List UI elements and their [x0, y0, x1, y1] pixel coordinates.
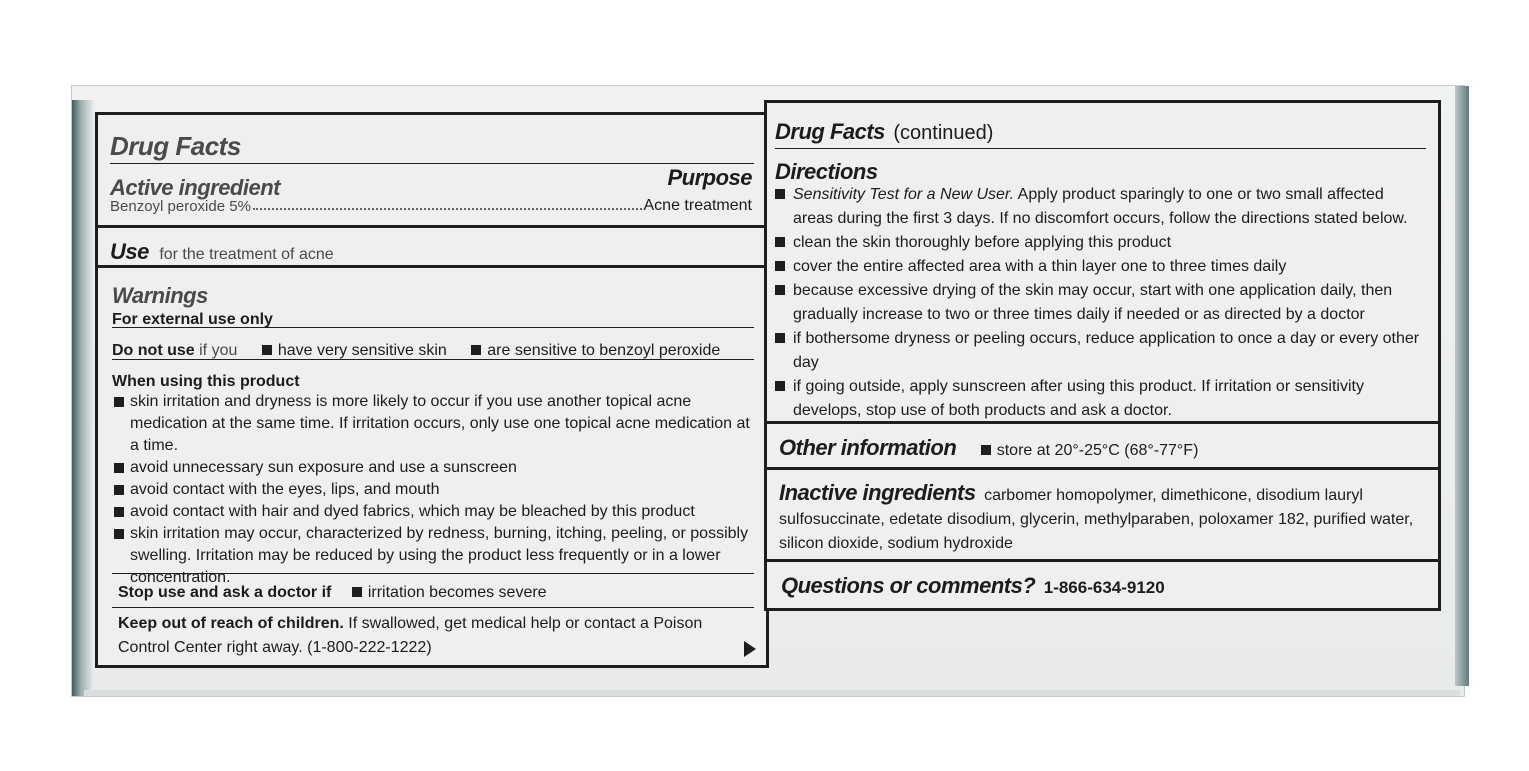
keep-out-text: If swallowed, get medical help or contact a Poison Control Center right away. (1-800-222-1222) — [118, 615, 703, 656]
keep-out-label: Keep out of reach of children. — [118, 615, 344, 632]
list-item: clean the skin thoroughly before applying this product — [775, 231, 1424, 255]
do-not-use-item: are sensitive to benzoyl peroxide — [487, 342, 721, 359]
external-use-text: For external use only — [112, 311, 273, 328]
purpose-heading: Purpose — [667, 165, 752, 190]
use-heading: Use — [110, 239, 149, 264]
section-rule — [98, 265, 766, 268]
other-info-text: store at 20°-25°C (68°-77°F) — [996, 442, 1199, 459]
drug-facts-left-panel — [95, 112, 769, 668]
drug-facts-title: Drug Facts — [775, 119, 885, 144]
list-item: skin irritation may occur, characterized by redness, burning, itching, peeling, or possibly swelling. Irritation may be reduced by using the product less frequently or in a lower concentration. — [114, 523, 752, 589]
other-info-row — [779, 435, 1198, 462]
questions-heading: Questions or comments? — [781, 573, 1036, 598]
bullet-square — [114, 463, 124, 473]
title-divider — [110, 163, 754, 164]
inactive-ingredients-block — [779, 481, 1424, 556]
bullet-square — [114, 529, 124, 539]
stop-use-label: Stop use and ask a doctor if — [118, 584, 332, 601]
inactive-ingredients-heading: Inactive ingredients — [779, 480, 976, 505]
warnings-heading: Warnings — [112, 283, 208, 308]
section-rule — [98, 225, 766, 228]
use-text: for the treatment of acne — [159, 246, 334, 263]
ingredient-row — [110, 197, 752, 215]
list-item: if going outside, apply sunscreen after using this product. If irritation or sensitivity develops, stop use of both products and ask a doctor. — [775, 375, 1424, 423]
section-rule — [767, 421, 1438, 424]
drug-facts-right-panel — [764, 100, 1441, 611]
questions-row — [781, 573, 1165, 599]
carton-left-edge — [72, 100, 94, 696]
bullet-square — [114, 485, 124, 495]
title-divider — [775, 148, 1426, 149]
continued-title-row — [775, 119, 993, 145]
when-using-heading: When using this product — [112, 373, 300, 390]
drug-facts-title: Drug Facts — [110, 131, 241, 161]
stop-use-row — [118, 581, 547, 604]
leader-dots — [253, 208, 642, 210]
warnings-divider — [112, 327, 754, 328]
ingredient-purpose: Acne treatment — [643, 197, 752, 214]
list-item: cover the entire affected area with a thin layer one to three times daily — [775, 255, 1424, 279]
section-rule — [767, 467, 1438, 470]
questions-phone: 1-866-634-9120 — [1043, 578, 1165, 597]
carton-right-edge — [1455, 86, 1469, 686]
list-item: avoid contact with hair and dyed fabrics, which may be bleached by this product — [114, 501, 752, 523]
do-not-use-item: have very sensitive skin — [277, 342, 447, 359]
use-section — [110, 239, 334, 266]
bullet-square — [775, 189, 785, 199]
bullet-square — [262, 345, 272, 355]
active-ingredient-heading: Active ingredient — [110, 175, 280, 200]
do-not-use-if: if you — [199, 342, 238, 359]
warnings-divider — [112, 359, 754, 360]
list-item: if bothersome dryness or peeling occurs, reduce application to once a day or every other day — [775, 327, 1424, 375]
directions-list — [775, 183, 1424, 423]
bullet-square — [775, 261, 785, 271]
bullet-square — [114, 507, 124, 517]
directions-heading: Directions — [775, 159, 878, 184]
list-item: avoid unnecessary sun exposure and use a sunscreen — [114, 457, 752, 479]
bullet-square — [352, 587, 362, 597]
continued-suffix: (continued) — [893, 122, 994, 144]
carton-bottom-edge — [84, 690, 1460, 696]
bullet-square — [471, 345, 481, 355]
list-item: because excessive drying of the skin may occur, start with one application daily, then gradually increase to two or three times daily if needed or as directed by a doctor — [775, 279, 1424, 327]
list-item: Sensitivity Test for a New User. Apply product sparingly to one or two small affected areas during the first 3 days. If no discomfort occurs, follow the directions stated below. — [775, 183, 1424, 231]
bullet-square — [775, 381, 785, 391]
do-not-use-label: Do not use — [112, 342, 195, 359]
warnings-divider — [112, 573, 754, 574]
bullet-square — [775, 285, 785, 295]
keep-out-block — [118, 612, 726, 660]
ingredient-name: Benzoyl peroxide 5% — [110, 198, 251, 215]
other-info-heading: Other information — [779, 435, 957, 460]
list-item: skin irritation and dryness is more likely to occur if you use another topical acne medication at the same time. If irritation occurs, only use one topical acne medication at a time. — [114, 391, 752, 457]
continue-arrow-icon — [744, 641, 756, 657]
stop-use-item: irritation becomes severe — [367, 584, 547, 601]
warnings-divider — [112, 607, 754, 608]
bullet-square — [981, 445, 991, 455]
bullet-square — [775, 333, 785, 343]
when-using-list — [114, 391, 752, 589]
inactive-ingredients-text: carbomer homopolymer, dimethicone, disodium lauryl sulfosuccinate, edetate disodium, glycerin, methylparaben, poloxamer 182, purified water, silicon dioxide, sodium hydroxide — [779, 487, 1414, 552]
sensitivity-test-label: Sensitivity Test for a New User. — [793, 186, 1015, 203]
bullet-square — [114, 397, 124, 407]
section-rule — [767, 559, 1438, 562]
list-item: avoid contact with the eyes, lips, and mouth — [114, 479, 752, 501]
bullet-square — [775, 237, 785, 247]
